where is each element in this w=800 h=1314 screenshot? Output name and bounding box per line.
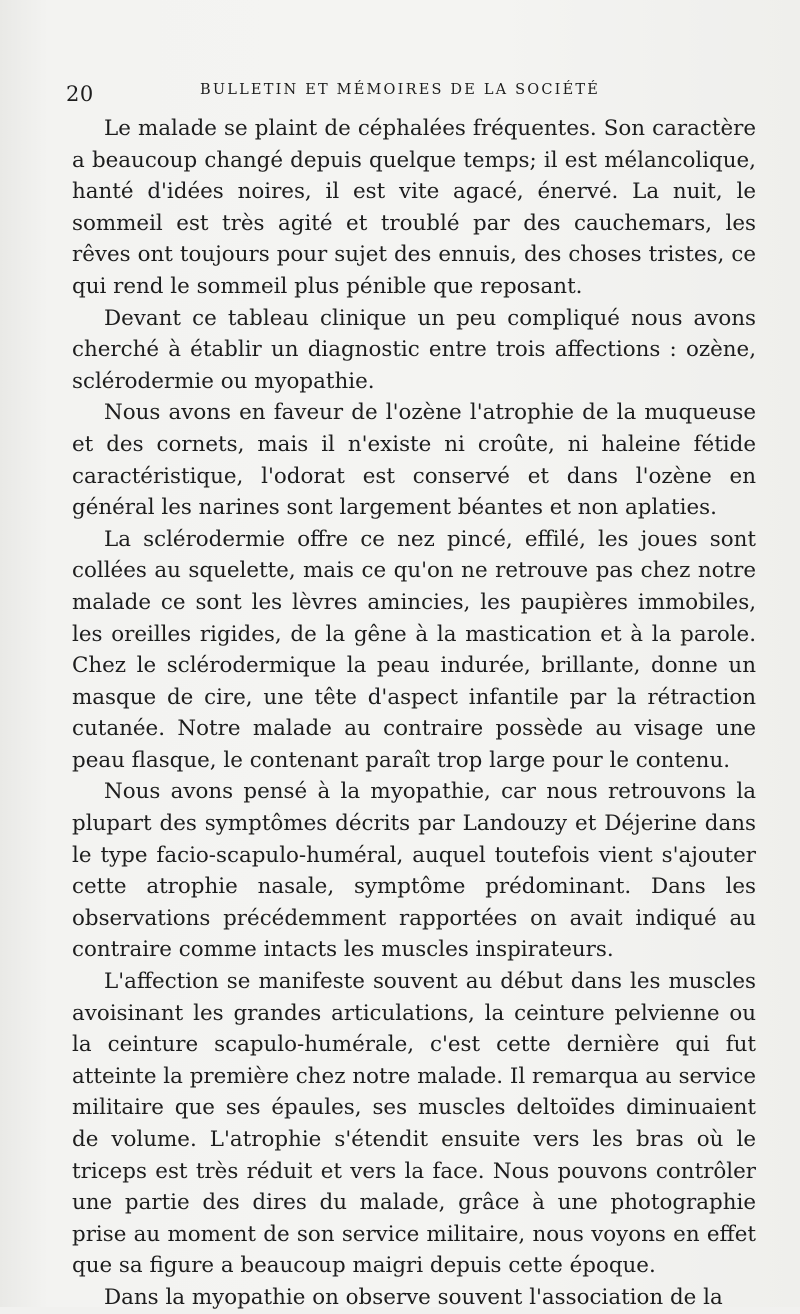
paragraph-ozene: Nous avons en faveur de l'ozène l'atrophie de la muqueuse et des cornets, mais il n'existe ni croûte, ni haleine fétide caractéristique, l'odorat est conservé et dans l'ozène en général les narines sont largement béantes et non aplaties.: [72, 400, 756, 521]
paragraph-affection: L'affection se manifeste souvent au début dans les muscles avoisinant les grandes articulations, la ceinture pelvienne ou la ceinture scapulo-humérale, c'est cette dernière qui fut atteinte la première chez notre malade. Il remarqua au service militaire que ses épaules, ses muscles deltoïdes diminuaient de volume. L'atrophie s'étendit ensuite vers les bras où le triceps est très réduit et vers la face. Nous pouvons contrôler une partie des dires du malade, grâce à une photographie prise au moment de son service militaire, nous voyons en effet que sa figure a beaucoup maigri depuis cette époque.: [72, 969, 756, 1279]
paragraph-association: Dans la myopathie on observe souvent l'association de la: [104, 1284, 723, 1310]
paragraph-myopathie: Nous avons pensé à la myopathie, car nous retrouvons la plupart des symptômes décrits par Landouzy et Déjerine dans le type facio-scapulo-huméral, auquel toutefois vient s'ajouter cette atrophie nasale, symptôme prédominant. Dans les observations précédemment rapportées on avait indiqué au contraire comme intacts les muscles inspirateurs.: [72, 779, 756, 963]
paragraph-sclerodermie: La sclérodermie offre ce nez pincé, effilé, les joues sont collées au squelette, mais ce qu'on ne retrouve pas chez notre malade ce sont les lèvres amincies, les paupières immobiles, les oreilles rigides, de la gêne à la mastication et à la parole. Chez le sclérodermique la peau indurée, brillante, donne un masque de cire, une tête d'aspect infantile par la rétraction cutanée. Notre malade au contraire possède au visage une peau flasque, le contenant paraît trop large pour le contenu.: [72, 526, 756, 773]
running-title: BULLETIN ET MÉMOIRES DE LA SOCIÉTÉ: [200, 82, 601, 98]
paragraph-headaches: Le malade se plaint de céphalées fréquentes. Son caractère a beaucoup changé depuis quelque temps; il est mélancolique, hanté d'idées noires, il est vite agacé, énervé. La nuit, le sommeil est très agité et troublé par des cauchemars, les rêves ont toujours pour sujet des ennuis, des choses tristes, ce qui rend le sommeil plus pénible que reposant.: [72, 116, 756, 299]
running-head: [66, 76, 760, 106]
paragraph-diagnosis: Devant ce tableau clinique un peu compliqué nous avons cherché à établir un diagnostic entre trois affections : ozène, sclérodermie ou myopathie.: [72, 305, 756, 394]
page-number: 20: [66, 82, 94, 106]
body-text: [72, 113, 756, 1314]
